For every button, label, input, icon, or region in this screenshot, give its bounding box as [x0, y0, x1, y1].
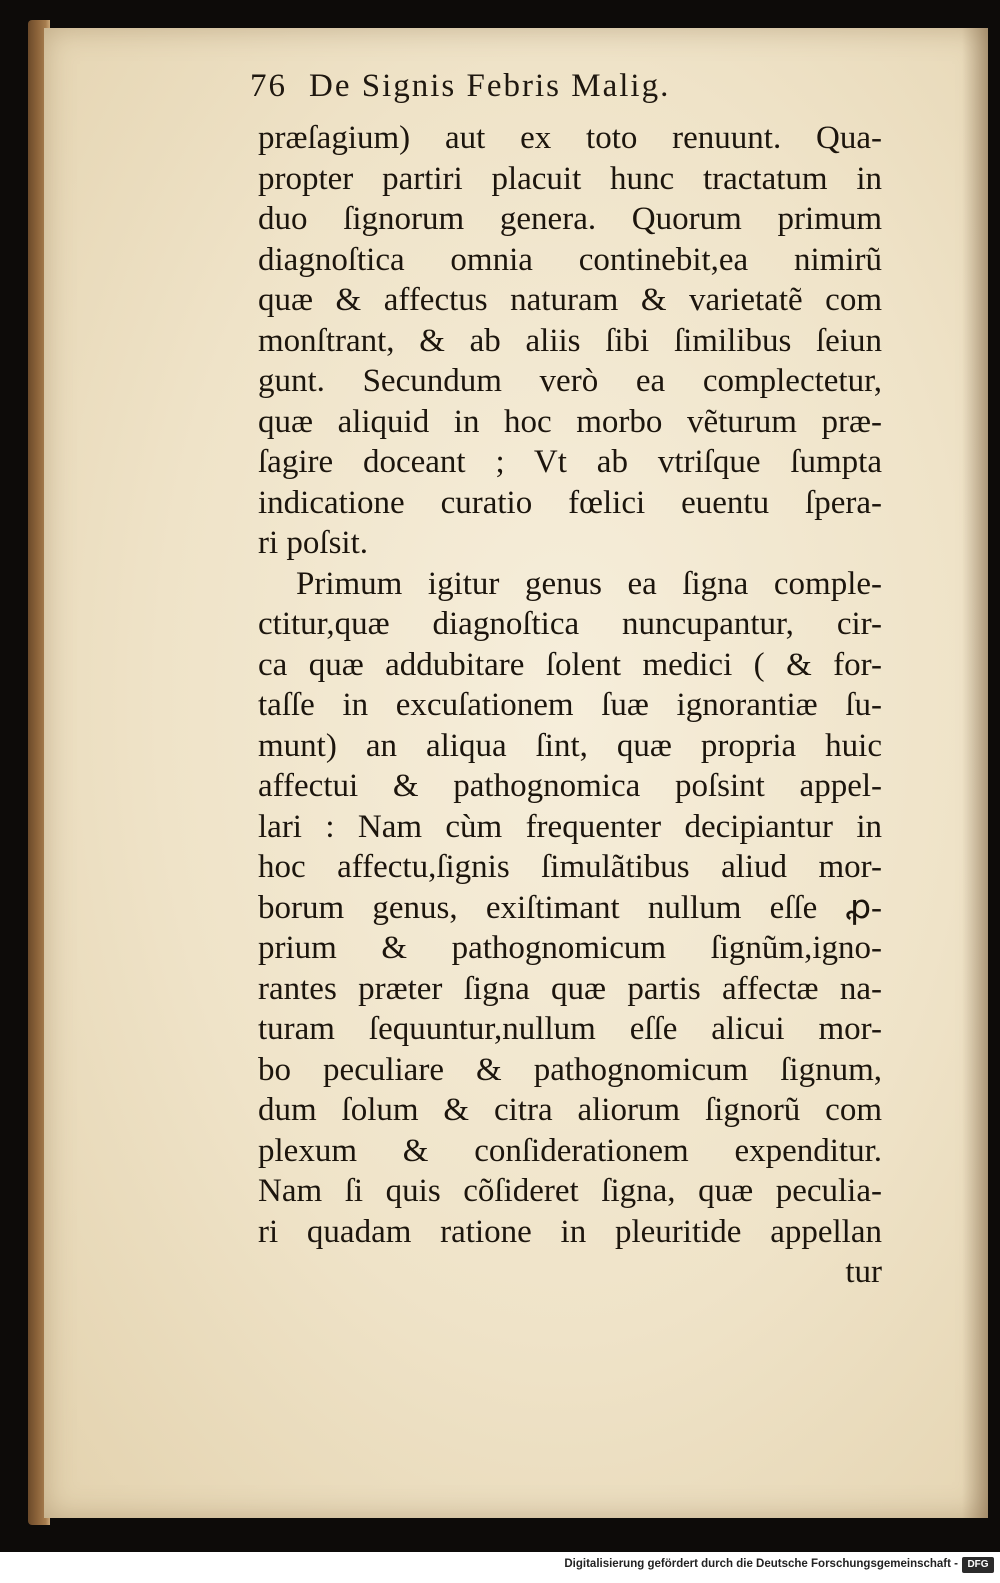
- text-line: borum genus, exiſtimant nullum eſſe ꝓ-: [258, 889, 882, 926]
- text-line: taſſe in excuſationem ſuæ ignorantiæ ſu-: [258, 687, 882, 723]
- catchword: tur: [845, 1254, 882, 1290]
- text-line: plexum & conſiderationem expenditur.: [258, 1132, 882, 1169]
- text-line: ctitur,quæ diagnoſtica nuncupantur, cir-: [258, 606, 882, 642]
- text-line: ca quæ addubitare ſolent medici ( & for-: [258, 646, 882, 683]
- page-gutter-shadow: [962, 28, 988, 1518]
- paragraph-start-line: Primum igitur genus ea ſigna comple-: [296, 565, 882, 602]
- text-line: diagnoſtica omnia continebit,ea nimirũ: [258, 241, 882, 278]
- running-head-title: De Signis Febris Malig.: [309, 68, 671, 104]
- text-line: turam ſequuntur,nullum eſſe alicui mor-: [258, 1011, 882, 1047]
- text-line: dum ſolum & citra aliorum ſignorũ com: [258, 1092, 882, 1128]
- text-line: præſagium) aut ex toto renuunt. Qua-: [258, 120, 882, 156]
- text-line: ri poſsit.: [258, 525, 369, 561]
- funding-credit: Digitalisierung gefördert durch die Deutsche Forschungsgemeinschaft -: [564, 1558, 958, 1570]
- text-line: duo ſignorum genera. Quorum primum: [258, 201, 882, 237]
- text-line: gunt. Secundum verò ea complectetur,: [258, 363, 882, 399]
- text-line: quæ aliquid in hoc morbo vẽturum præ-: [258, 403, 882, 440]
- text-line: propter partiri placuit hunc tractatum in: [258, 160, 882, 197]
- body-text: [258, 118, 882, 1293]
- text-line: monſtrant, & ab aliis ſibi ſimilibus ſeiun: [258, 322, 882, 359]
- text-line: ſagire doceant ; Vt ab vtriſque ſumpta: [258, 444, 882, 480]
- text-line: rantes præter ſigna quæ partis affectæ na-: [258, 970, 882, 1007]
- text-line: quæ & affectus naturam & varietatẽ com: [258, 282, 882, 318]
- text-line: Nam ſi quis cõſideret ſigna, quæ peculia-: [258, 1173, 882, 1209]
- running-head: [250, 68, 670, 105]
- dfg-logo: DFG: [962, 1557, 994, 1573]
- text-line: affectui & pathognomica poſsint appel-: [258, 768, 882, 804]
- text-line: lari : Nam cùm frequenter decipiantur in: [258, 808, 882, 845]
- text-line: prium & pathognomicum ſignũm,igno-: [258, 930, 882, 966]
- text-line: indicatione curatio fœlici euentu ſpera-: [258, 484, 882, 521]
- page-number: 76: [250, 68, 287, 104]
- text-line: bo peculiare & pathognomicum ſignum,: [258, 1051, 882, 1088]
- text-line: munt) an aliqua ſint, quæ propria huic: [258, 727, 882, 764]
- footer-bar: [0, 1552, 1000, 1583]
- text-line: ri quadam ratione in pleuritide appellan: [258, 1213, 882, 1250]
- text-line: hoc affectu,ſignis ſimulãtibus aliud mor-: [258, 849, 882, 885]
